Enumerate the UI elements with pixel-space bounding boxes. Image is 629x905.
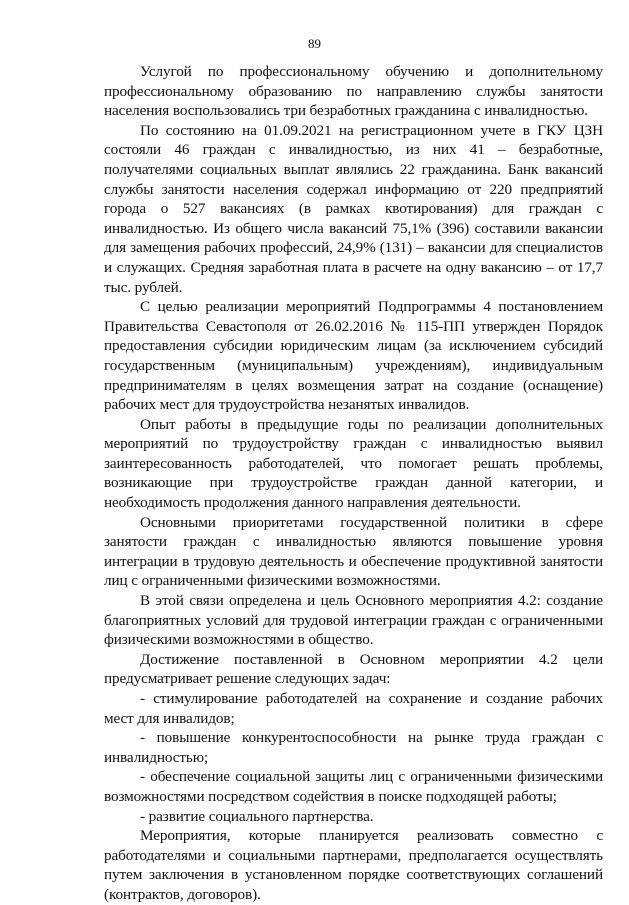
paragraph-agreements: Мероприятия, которые планируется реализовать совместно с работодателями и социальными партнерами, предполагается осуществлять путем заключения в установленном порядке соответствующих соглашений (контрактов, договоров).: [104, 827, 603, 903]
paragraph-subsidy-procedure: С целью реализации мероприятий Подпрограммы 4 постановлением Правительства Севастополя от 26.02.2016 № 115-ПП утвержден Порядок предоставления субсидии юридическим лицам (за исключением субсидий государственным (муниципальным) учреждениям), индивидуальным предпринимателям в целях возмещения затрат на создание (оснащение) рабочих мест для трудоустройства незанятых инвалидов.: [104, 298, 603, 414]
paragraph-registration-stats: По состоянию на 01.09.2021 на регистрационном учете в ГКУ ЦЗН состояли 46 граждан с инвалидностью, из них 41 – безработные, получателями социальных выплат являлись 22 гражданина. Банк вакансий службы занятости населения содержал информацию от 220 предприятий города о 527 вакансиях (в рамках квотирования) для граждан с инвалидностью. Из общего числа вакансий 75,1% (396) составили вакансии для замещения рабочих профессий, 24,9% (131) – вакансии для специалистов и служащих. Средняя заработная плата в расчете на одну вакансию – от 17,7 тыс. рублей.: [104, 121, 603, 296]
page-number: 89: [308, 36, 321, 51]
paragraph-goal: В этой связи определена и цель Основного мероприятия 4.2: создание благоприятных условий для трудовой интеграции граждан с ограниченными физическими возможностями в общество.: [104, 592, 603, 649]
paragraph-previous-experience: Опыт работы в предыдущие годы по реализации дополнительных мероприятий по трудоустройству граждан с инвалидностью выявил заинтересованность работодателей, что помогает решать проблемы, возникающие при трудоустройстве граждан данной категории, и необходимость продолжения данного направления деятельности.: [104, 415, 603, 512]
task-item-social-protection: - обеспечение социальной защиты лиц с ограниченными физическими возможностями посредством содействия в поиске подходящей работы;: [104, 768, 603, 805]
task-item-stimulation: - стимулирование работодателей на сохранение и создание рабочих мест для инвалидов;: [104, 690, 603, 727]
document-body: [104, 62, 603, 905]
paragraph-training: Услугой по профессиональному обучению и дополнительному профессиональному образованию по направлению службы занятости населения воспользовались три безработных гражданина с инвалидностью.: [104, 63, 603, 120]
paragraph-policy-priorities: Основными приоритетами государственной политики в сфере занятости граждан с инвалидностью являются повышение уровня интеграции в трудовую деятельность и обеспечение продуктивной занятости лиц с ограниченными физическими возможностями.: [104, 513, 603, 590]
paragraph-tasks-intro: Достижение поставленной в Основном мероприятии 4.2 цели предусматривает решение следующих задач:: [104, 650, 603, 688]
task-item-partnership: - развитие социального партнерства.: [140, 807, 374, 825]
task-item-competitiveness: - повышение конкурентоспособности на рынке труда граждан с инвалидностью;: [104, 729, 603, 766]
